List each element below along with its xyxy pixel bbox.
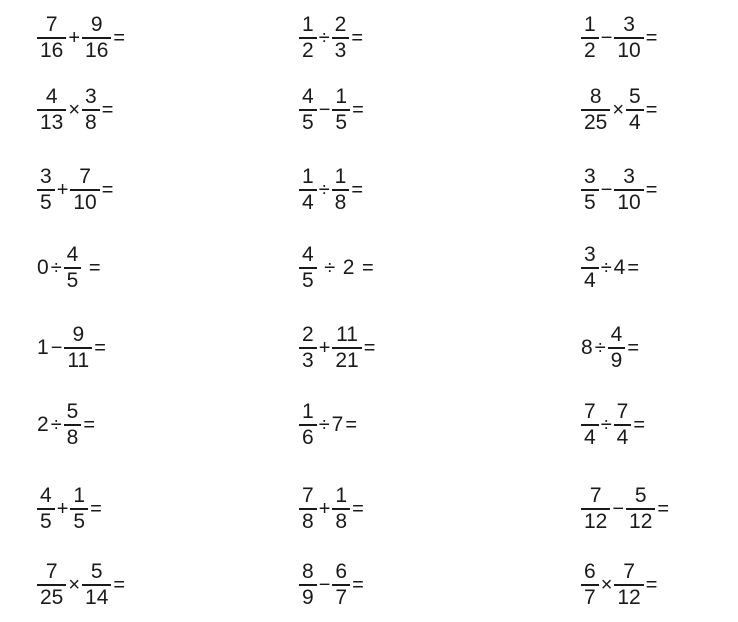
denominator: 5 xyxy=(584,190,596,214)
operator: × xyxy=(612,99,625,121)
operator: = xyxy=(645,179,658,201)
operator: ÷ xyxy=(318,414,330,436)
operator: = xyxy=(94,337,106,359)
operator: × xyxy=(600,574,613,596)
numerator: 3 xyxy=(40,165,52,189)
problem-r3-c3 xyxy=(580,160,658,220)
operator: × xyxy=(68,574,81,596)
fraction xyxy=(332,484,350,534)
denominator: 5 xyxy=(73,509,86,533)
operator: = xyxy=(352,498,364,520)
problem-r2-c2 xyxy=(298,80,365,140)
fraction xyxy=(581,13,599,63)
denominator: 5 xyxy=(40,190,52,214)
denominator: 9 xyxy=(610,348,623,372)
operator: = xyxy=(101,179,114,201)
whole-number: 8 xyxy=(581,336,593,359)
fraction xyxy=(82,85,100,135)
denominator: 14 xyxy=(85,585,109,609)
fraction xyxy=(332,323,361,373)
denominator: 6 xyxy=(302,425,314,449)
problem-r2-c1 xyxy=(36,80,114,140)
fraction xyxy=(299,243,317,293)
denominator: 21 xyxy=(335,348,359,372)
fraction xyxy=(299,85,317,135)
operator: = xyxy=(657,498,670,520)
fraction xyxy=(332,13,350,63)
numerator: 7 xyxy=(79,165,91,189)
operator: = xyxy=(352,574,364,596)
numerator: 9 xyxy=(72,323,85,347)
numerator: 1 xyxy=(335,484,348,508)
problem-r3-c1 xyxy=(36,160,114,220)
fraction xyxy=(37,484,55,534)
numerator: 2 xyxy=(334,13,347,37)
numerator: 1 xyxy=(302,13,314,37)
denominator: 5 xyxy=(40,509,52,533)
operator: = xyxy=(101,99,114,121)
operator: ÷ xyxy=(50,414,62,436)
operator: − xyxy=(600,27,613,49)
operator: = xyxy=(113,574,126,596)
problem-r7-c1 xyxy=(36,479,103,539)
problem-r5-c1 xyxy=(36,318,107,378)
denominator: 4 xyxy=(584,425,596,449)
fraction xyxy=(581,560,599,610)
numerator: 7 xyxy=(589,484,602,508)
numerator: 1 xyxy=(584,13,596,37)
denominator: 4 xyxy=(616,425,629,449)
numerator: 1 xyxy=(73,484,86,508)
numerator: 5 xyxy=(66,400,79,424)
numerator: 1 xyxy=(302,400,314,424)
operator: + xyxy=(318,337,331,359)
numerator: 4 xyxy=(66,243,79,267)
numerator: 2 xyxy=(302,323,314,347)
numerator: 4 xyxy=(610,323,623,347)
denominator: 5 xyxy=(302,268,314,292)
numerator: 7 xyxy=(584,400,596,424)
numerator: 6 xyxy=(335,560,348,584)
fraction xyxy=(299,323,317,373)
operator: = xyxy=(633,414,646,436)
operator: = xyxy=(351,27,364,49)
fraction xyxy=(581,484,610,534)
operator: = xyxy=(627,337,640,359)
whole-number: 4 xyxy=(613,256,626,279)
problem-r6-c3 xyxy=(580,395,646,455)
fraction xyxy=(37,13,66,63)
operator: − xyxy=(318,99,331,121)
denominator: 7 xyxy=(584,585,596,609)
numerator: 4 xyxy=(40,484,52,508)
numerator: 7 xyxy=(45,13,58,37)
fraction xyxy=(581,243,599,293)
numerator: 4 xyxy=(302,85,314,109)
operator: + xyxy=(56,498,69,520)
numerator: 7 xyxy=(623,560,635,584)
operator: ÷ xyxy=(318,27,330,49)
operator: ÷ xyxy=(318,257,341,279)
fraction xyxy=(299,165,317,215)
denominator: 8 xyxy=(302,509,314,533)
denominator: 10 xyxy=(617,38,641,62)
denominator: 12 xyxy=(584,509,608,533)
fraction xyxy=(37,560,66,610)
fraction xyxy=(581,85,610,135)
fraction xyxy=(82,560,111,610)
fraction xyxy=(64,400,82,450)
operator: × xyxy=(68,99,81,121)
operator: ÷ xyxy=(318,179,330,201)
denominator: 8 xyxy=(66,425,79,449)
numerator: 7 xyxy=(302,484,314,508)
numerator: 1 xyxy=(334,165,347,189)
fraction xyxy=(332,85,350,135)
operator: = xyxy=(645,574,658,596)
fraction xyxy=(581,400,599,450)
whole-number: 1 xyxy=(37,336,49,359)
whole-number: 2 xyxy=(342,256,355,279)
denominator: 5 xyxy=(302,110,314,134)
fraction xyxy=(70,484,88,534)
denominator: 16 xyxy=(85,38,109,62)
operator: ÷ xyxy=(594,337,606,359)
problem-r5-c2 xyxy=(298,318,376,378)
problem-r7-c3 xyxy=(580,479,670,539)
operator: ÷ xyxy=(50,257,62,279)
denominator: 7 xyxy=(335,585,348,609)
numerator: 11 xyxy=(336,323,358,347)
denominator: 12 xyxy=(629,509,653,533)
numerator: 1 xyxy=(302,165,314,189)
operator: − xyxy=(318,574,331,596)
fraction xyxy=(332,560,350,610)
operator: = xyxy=(90,498,102,520)
fraction xyxy=(299,484,317,534)
numerator: 4 xyxy=(45,85,58,109)
operator: = xyxy=(351,179,364,201)
fraction xyxy=(608,323,626,373)
operator: ÷ xyxy=(600,257,612,279)
fraction xyxy=(614,560,643,610)
denominator: 4 xyxy=(629,110,641,134)
problem-r1-c1 xyxy=(36,8,126,68)
denominator: 8 xyxy=(85,110,97,134)
fraction xyxy=(299,13,317,63)
fraction xyxy=(37,85,66,135)
operator: + xyxy=(68,27,81,49)
denominator: 5 xyxy=(66,268,79,292)
fraction xyxy=(82,13,111,63)
numerator: 5 xyxy=(90,560,103,584)
operator: = xyxy=(352,99,364,121)
numerator: 7 xyxy=(45,560,58,584)
denominator: 4 xyxy=(584,268,596,292)
numerator: 6 xyxy=(584,560,596,584)
denominator: 25 xyxy=(40,585,64,609)
numerator: 8 xyxy=(589,85,602,109)
operator: = xyxy=(363,337,376,359)
problem-r4-c1 xyxy=(36,238,102,298)
denominator: 25 xyxy=(584,110,608,134)
operator: − xyxy=(600,179,613,201)
problem-r6-c2 xyxy=(298,395,358,455)
denominator: 10 xyxy=(73,190,97,214)
operator: − xyxy=(612,498,625,520)
numerator: 5 xyxy=(634,484,647,508)
operator: = xyxy=(113,27,126,49)
whole-number: 7 xyxy=(331,413,344,436)
numerator: 3 xyxy=(584,165,596,189)
denominator: 3 xyxy=(334,38,347,62)
numerator: 3 xyxy=(623,13,635,37)
numerator: 3 xyxy=(584,243,596,267)
fraction xyxy=(332,165,350,215)
denominator: 16 xyxy=(40,38,64,62)
numerator: 9 xyxy=(90,13,103,37)
numerator: 8 xyxy=(302,560,314,584)
fraction xyxy=(299,560,317,610)
whole-number: 0 xyxy=(37,256,49,279)
operator: = xyxy=(627,257,640,279)
operator: = xyxy=(83,257,101,279)
fraction xyxy=(64,323,92,373)
operator: = xyxy=(83,414,96,436)
problem-r8-c1 xyxy=(36,555,126,615)
fraction xyxy=(626,484,655,534)
denominator: 2 xyxy=(584,38,596,62)
fraction xyxy=(614,165,643,215)
denominator: 13 xyxy=(40,110,64,134)
whole-number: 2 xyxy=(37,413,49,436)
denominator: 10 xyxy=(617,190,641,214)
problem-r4-c2 xyxy=(298,238,375,298)
operator: = xyxy=(645,99,658,121)
denominator: 11 xyxy=(67,348,90,372)
numerator: 7 xyxy=(616,400,629,424)
denominator: 8 xyxy=(335,509,348,533)
denominator: 4 xyxy=(302,190,314,214)
fraction xyxy=(37,165,55,215)
fraction xyxy=(299,400,317,450)
problem-r1-c2 xyxy=(298,8,364,68)
denominator: 9 xyxy=(302,585,314,609)
denominator: 8 xyxy=(334,190,347,214)
numerator: 3 xyxy=(85,85,97,109)
fraction xyxy=(614,13,643,63)
problem-r6-c1 xyxy=(36,395,96,455)
denominator: 5 xyxy=(335,110,348,134)
operator: = xyxy=(345,414,358,436)
problem-r8-c3 xyxy=(580,555,658,615)
operator: + xyxy=(56,179,69,201)
fraction xyxy=(626,85,644,135)
fraction xyxy=(581,165,599,215)
denominator: 12 xyxy=(617,585,641,609)
problem-r5-c3 xyxy=(580,318,640,378)
numerator: 4 xyxy=(302,243,314,267)
problem-r3-c2 xyxy=(298,160,364,220)
operator: − xyxy=(50,337,63,359)
fraction xyxy=(614,400,632,450)
fraction xyxy=(64,243,82,293)
operator: = xyxy=(356,257,374,279)
operator: + xyxy=(318,498,331,520)
numerator: 3 xyxy=(623,165,635,189)
problem-r2-c3 xyxy=(580,80,658,140)
denominator: 3 xyxy=(302,348,314,372)
problem-r7-c2 xyxy=(298,479,365,539)
denominator: 2 xyxy=(302,38,314,62)
fraction xyxy=(70,165,99,215)
operator: = xyxy=(645,27,658,49)
numerator: 1 xyxy=(335,85,348,109)
problem-r4-c3 xyxy=(580,238,640,298)
problem-r8-c2 xyxy=(298,555,365,615)
operator: ÷ xyxy=(600,414,612,436)
problem-r1-c3 xyxy=(580,8,658,68)
numerator: 5 xyxy=(629,85,641,109)
